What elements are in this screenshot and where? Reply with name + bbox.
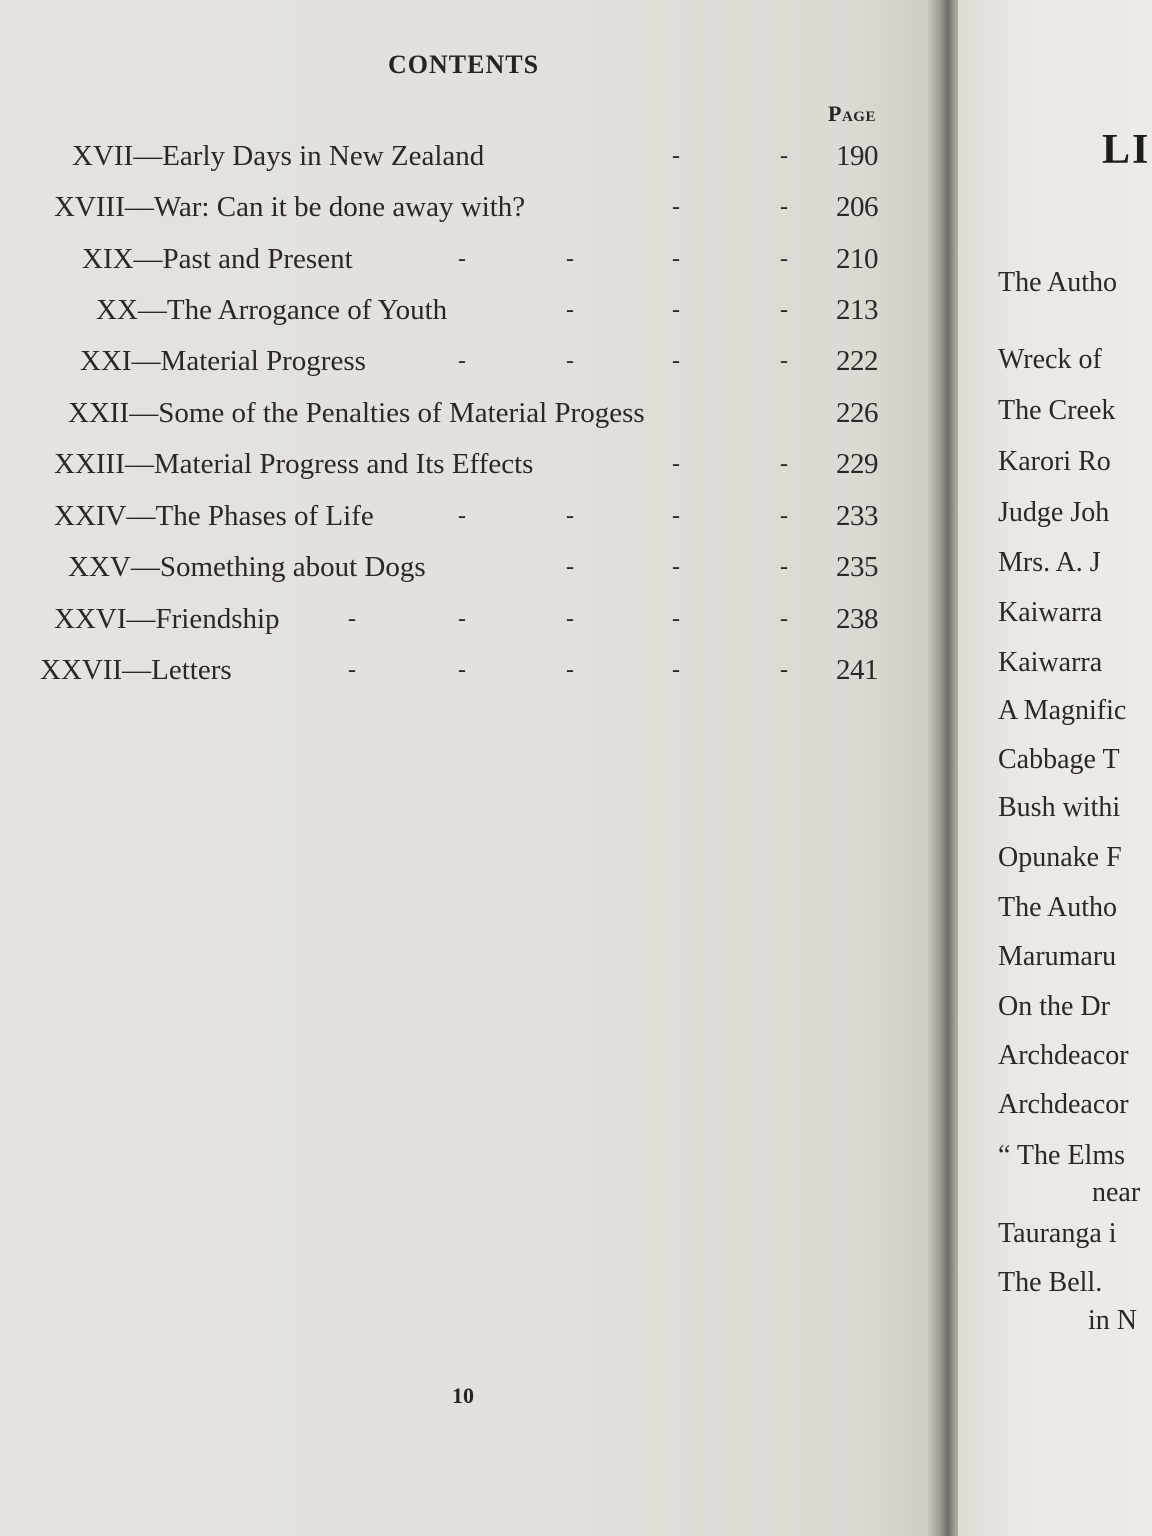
illustration-list-item: Kaiwarra	[998, 647, 1103, 678]
illustration-list-item: Marumaru	[998, 941, 1117, 972]
toc-entry-page: 226	[836, 397, 878, 429]
toc-leader-dash: -	[780, 503, 788, 529]
toc-leader-dash: -	[780, 657, 788, 683]
toc-leader-dash: -	[780, 143, 788, 169]
toc-leader-dash: -	[780, 246, 788, 272]
toc-leader-dash: -	[566, 554, 574, 580]
toc-entry-title: XXVI—Friendship	[54, 603, 280, 635]
toc-entry-page: 190	[836, 140, 878, 172]
toc-entry-page: 238	[836, 603, 878, 635]
illustration-list-item: Archdeacor	[998, 1089, 1129, 1120]
toc-leader-dash: -	[672, 606, 680, 632]
toc-leader-dash: -	[458, 657, 466, 683]
illustration-list-item: Archdeacor	[998, 1040, 1129, 1071]
toc-entry	[0, 599, 900, 639]
illustrations-heading-fragment: LI	[1102, 127, 1151, 173]
toc-entry	[0, 136, 900, 176]
toc-leader-dash: -	[458, 503, 466, 529]
toc-entry-title: XXIV—The Phases of Life	[54, 500, 374, 532]
illustration-list-item: Cabbage T	[998, 744, 1120, 775]
toc-entry-title: XVIII—War: Can it be done away with?	[54, 191, 526, 223]
illustration-list-item: “ The Elms	[998, 1140, 1126, 1171]
toc-leader-dash: -	[672, 451, 680, 477]
toc-entry-page: 210	[836, 243, 878, 275]
illustration-list-item: Bush withi	[998, 792, 1121, 823]
toc-leader-dash: -	[780, 297, 788, 323]
toc-leader-dash: -	[780, 606, 788, 632]
toc-entry-page: 213	[836, 294, 878, 326]
toc-entry-title: XX—The Arrogance of Youth	[96, 294, 448, 326]
toc-leader-dash: -	[780, 194, 788, 220]
illustration-list-item: Mrs. A. J	[998, 547, 1101, 578]
illustration-list-item: in N	[1088, 1305, 1137, 1336]
page-column-label: Page	[828, 101, 876, 126]
toc-leader-dash: -	[780, 554, 788, 580]
illustration-list-item: Tauranga i	[998, 1218, 1117, 1249]
page-number: 10	[452, 1383, 474, 1408]
toc-entry-title: XIX—Past and Present	[82, 243, 353, 275]
toc-entry	[0, 444, 900, 484]
toc-entry-title: XXI—Material Progress	[80, 345, 366, 377]
toc-leader-dash: -	[458, 606, 466, 632]
toc-leader-dash: -	[672, 297, 680, 323]
toc-leader-dash: -	[566, 606, 574, 632]
toc-entry	[0, 496, 900, 536]
toc-leader-dash: -	[348, 606, 356, 632]
toc-entry-page: 222	[836, 345, 878, 377]
toc-entry-page: 241	[836, 654, 878, 686]
toc-leader-dash: -	[780, 451, 788, 477]
illustration-list-item: Kaiwarra	[998, 597, 1103, 628]
illustration-list-item: On the Dr	[998, 991, 1110, 1022]
toc-leader-dash: -	[780, 348, 788, 374]
toc-leader-dash: -	[566, 246, 574, 272]
toc-leader-dash: -	[672, 348, 680, 374]
toc-entry	[0, 239, 900, 279]
toc-leader-dash: -	[566, 657, 574, 683]
toc-entry	[0, 290, 900, 330]
illustration-list-item: The Autho	[998, 892, 1117, 923]
illustration-list-item: The Bell.	[998, 1267, 1103, 1298]
toc-entry-title: XXII—Some of the Penalties of Material Progess	[68, 397, 645, 429]
illustration-list-item: Judge Joh	[998, 497, 1110, 528]
toc-leader-dash: -	[672, 657, 680, 683]
toc-leader-dash: -	[566, 348, 574, 374]
toc-leader-dash: -	[458, 348, 466, 374]
toc-leader-dash: -	[672, 503, 680, 529]
toc-entry	[0, 650, 900, 690]
illustration-list-item: Wreck of	[998, 344, 1102, 375]
toc-entry	[0, 341, 900, 381]
toc-leader-dash: -	[672, 246, 680, 272]
toc-entry-page: 233	[836, 500, 878, 532]
toc-leader-dash: -	[672, 554, 680, 580]
toc-entry-page: 235	[836, 551, 878, 583]
toc-entry-title: XXIII—Material Progress and Its Effects	[54, 448, 534, 480]
toc-entry-page: 206	[836, 191, 878, 223]
illustration-list-item: A Magnific	[998, 695, 1127, 726]
toc-entry-title: XXV—Something about Dogs	[68, 551, 426, 583]
illustration-list-item: near	[1092, 1177, 1141, 1208]
illustration-list-item: Opunake F	[998, 842, 1122, 873]
toc-leader-dash: -	[566, 503, 574, 529]
toc-leader-dash: -	[348, 657, 356, 683]
illustration-list-item: The Autho	[998, 267, 1117, 298]
toc-leader-dash: -	[672, 143, 680, 169]
toc-entry	[0, 187, 900, 227]
toc-leader-dash: -	[458, 246, 466, 272]
toc-entry	[0, 547, 900, 587]
toc-leader-dash: -	[566, 297, 574, 323]
toc-entry	[0, 393, 900, 433]
illustration-list-item: The Creek	[998, 395, 1116, 426]
toc-entry-title: XVII—Early Days in New Zealand	[72, 140, 485, 172]
toc-entry-page: 229	[836, 448, 878, 480]
illustration-list-item: Karori Ro	[998, 446, 1111, 477]
toc-leader-dash: -	[672, 194, 680, 220]
toc-entry-title: XXVII—Letters	[40, 654, 232, 686]
contents-heading: CONTENTS	[388, 50, 540, 79]
